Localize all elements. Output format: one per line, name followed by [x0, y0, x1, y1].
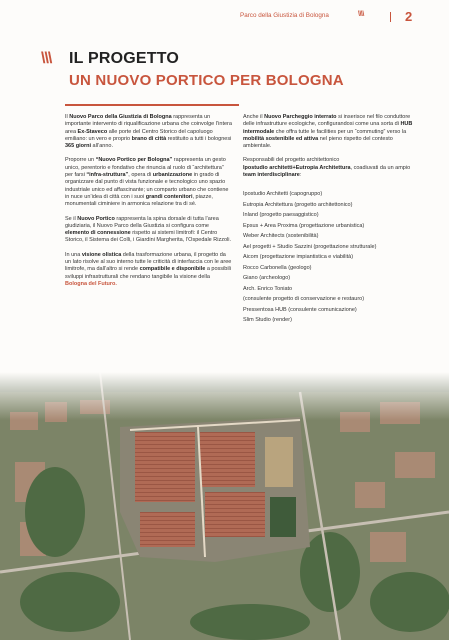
- text-run: HUB intermodale: [243, 121, 413, 135]
- paragraph: [65, 252, 232, 288]
- paragraph: [65, 114, 232, 150]
- credit-item: Inland (progetto paesaggistico): [243, 212, 319, 219]
- text-run: Anche il: [243, 114, 265, 120]
- text-run: rappresenta un importante intervento di riqualificazione urbana che coinvolge l’intera area: [65, 114, 232, 135]
- text-run: rispetto ai sistemi limitrofi: il Centro Storico, il Sistema dei Colli, i Giardini Margherita, l’Ospedale Rizzoli.: [65, 230, 231, 244]
- text-run: grandi contenitori: [145, 193, 193, 200]
- page-number: 2: [405, 9, 413, 24]
- text-run: visione olistica: [81, 251, 122, 258]
- text-run: compatibile e disponibile: [139, 266, 206, 273]
- header-divider: [390, 12, 391, 22]
- text-run: a possibili sviluppi infrastrutturali che rendano tangibile la visione della: [65, 266, 231, 280]
- title-slashes: \\\: [41, 50, 52, 67]
- text-run: urbanizzazione: [152, 172, 193, 179]
- credit-item: Slim Studio (render): [243, 317, 292, 324]
- credits-list: [243, 191, 419, 324]
- text-run: 365 giorni: [65, 143, 91, 150]
- credit-item: Eutropia Architettura (progetto architettonico): [243, 201, 353, 208]
- credits-intro: Responsabili del progetto architettonico: [243, 157, 340, 164]
- text-run: Nuovo Parcheggio interrato: [264, 114, 337, 120]
- credits-lead-rest: , coadiuvati da un ampio: [350, 164, 411, 171]
- title-rule: [65, 104, 239, 106]
- text-run: della trasformazione urbana, il progetto da un lato risolve al suo interno tutte le criticità di interfaccia con le aree limitrofe, ma dall’altro si rende: [65, 251, 232, 273]
- text-run: brano di città: [131, 135, 167, 142]
- text-run: restituito a tutti i bolognesi: [166, 135, 232, 142]
- text-run: rappresenta un gesto unico, perentorio e fondativo che rinuncia al ruolo di “architettura” per farsi: [65, 157, 226, 179]
- text-run: , piazze, monumentali ciminiere in armonica relazione tra di sé.: [65, 193, 213, 208]
- text-run: Nuovo Parco della Giustizia di Bologna: [69, 114, 172, 120]
- header-title: Parco della Giustizia di Bologna: [240, 12, 329, 19]
- text-run: “infra-struttura”: [86, 172, 129, 179]
- left-column: [65, 114, 232, 295]
- text-run: si inserisce nel filo conduttore delle infrastrutture ecologiche, configurandosi come una sorta di: [243, 114, 411, 128]
- paragraph: [65, 216, 232, 245]
- credits-team: team interdisciplinare: [243, 172, 300, 179]
- text-run: Il: [65, 114, 70, 120]
- text-run: Proporre un: [65, 157, 96, 164]
- text-run: che offra tutte le facilities per un “commuting” verso la: [274, 128, 407, 135]
- text-run: Nuovo Portico: [77, 215, 115, 222]
- credit-item: Weber Architects (sostenibilità): [243, 233, 319, 240]
- credit-item: Epsus + Area Proxima (progettazione urbanistica): [243, 222, 365, 229]
- credit-item: Rocco Carbonella (geologo): [243, 264, 312, 271]
- text-run: elemento di connessione: [65, 230, 131, 237]
- aerial-view-image: [0, 372, 449, 640]
- credit-item: Ael progetti + Studio Sazzini (progettazione strutturale): [243, 243, 377, 250]
- credit-item: Ipostudio Architetti (capogruppo): [243, 191, 323, 198]
- right-column: [243, 114, 419, 328]
- credit-item: Giano (archeologo): [243, 275, 291, 282]
- credits-heading: [243, 157, 419, 179]
- text-run: nel pieno rispetto del contesto ambientale.: [243, 135, 393, 150]
- page-subtitle: UN NUOVO PORTICO PER BOLOGNA: [69, 72, 344, 89]
- text-run: rappresenta la spina dorsale di tutta l’area giudiziaria, il Nuovo Parco della Giustizia si configura come: [65, 215, 219, 229]
- credits-lead-end: :: [299, 172, 302, 179]
- page-title: IL PROGETTO: [69, 50, 180, 67]
- paragraph: [243, 114, 419, 150]
- text-run: alle porte del Centro Storico del capoluogo emiliano: un vero e proprio: [65, 128, 213, 142]
- text-run: Bologna del Futuro.: [65, 280, 117, 287]
- credit-item: Pressentosa HUB (consulente comunicazione): [243, 306, 357, 313]
- credits-lead: Ipostudio architetti+Eutropia Architettura: [243, 164, 351, 171]
- credit-item: Aicom (progettazione impiantistica e viabilità): [243, 254, 354, 261]
- text-run: Ex-Staveco: [77, 128, 108, 135]
- credit-item: Arch. Enrico Toniato: [243, 285, 293, 292]
- text-run: “Nuovo Portico per Bologna”: [95, 157, 173, 164]
- text-run: In una: [65, 251, 82, 258]
- header-slashes: \\\\: [358, 11, 364, 18]
- paragraph: [65, 157, 232, 208]
- text-run: Se il: [65, 215, 78, 222]
- running-header: [240, 9, 440, 24]
- text-run: mobilità sostenibile ed attiva: [243, 135, 319, 142]
- text-run: in grado di organizzare dal punto di vista funzionale e tecnologico uno spazio industriale unico ed affascinante; un comparto urbano che contiene in nuce un’idea di città con i suoi: [65, 172, 229, 200]
- credit-item: (consulente progetto di conservazione e restauro): [243, 296, 365, 303]
- text-run: all’anno.: [90, 143, 114, 150]
- text-run: , opera di: [128, 172, 153, 179]
